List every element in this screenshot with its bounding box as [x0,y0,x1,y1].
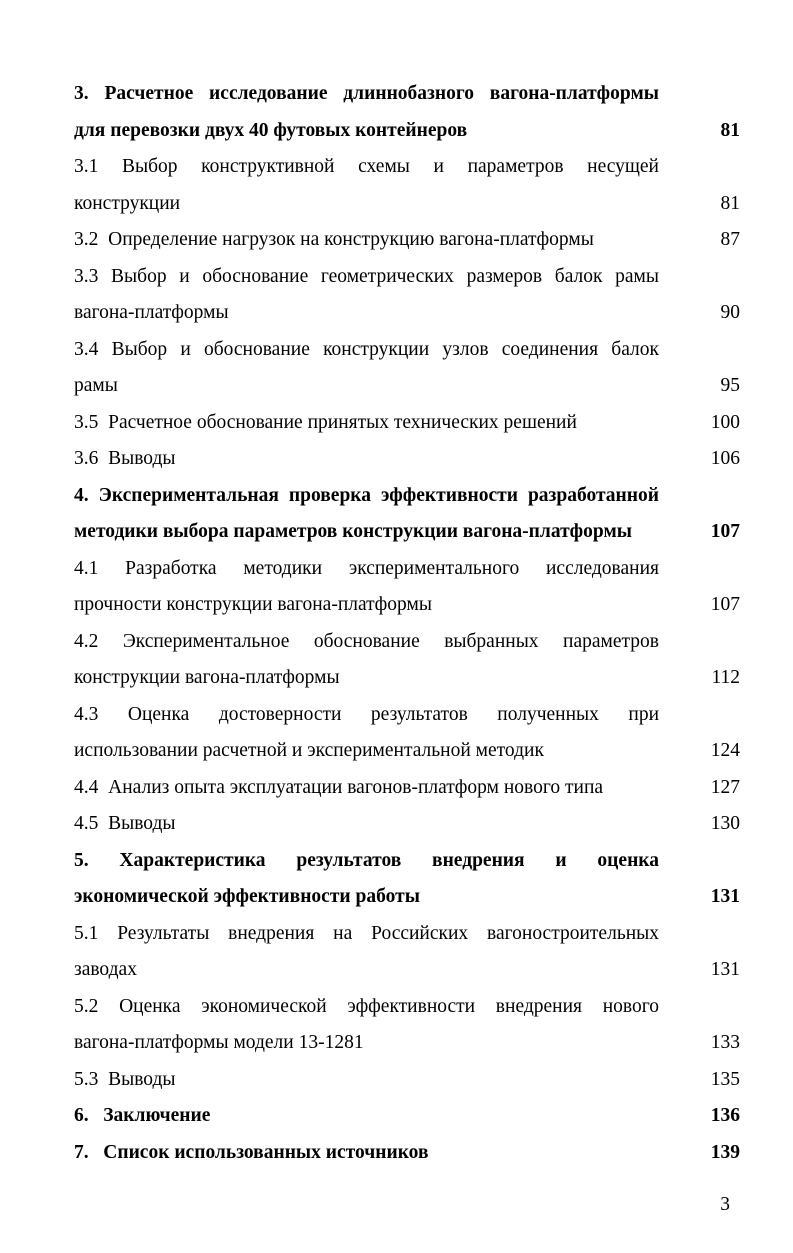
toc-page-number: 131 [710,959,740,980]
toc-page-number: 139 [710,1141,740,1163]
toc-entry-line: 4.5 Выводы [74,813,176,834]
toc-entry-line: 4. Экспериментальная проверка эффективности разработанной [74,484,659,506]
toc-page-number: 135 [710,1068,740,1090]
toc-entry-line: 3.6 Выводы [74,448,176,469]
toc-entry-line: 3. Расчетное исследование длиннобазного вагона-платформы [74,83,659,104]
toc-entry-line: вагона-платформы модели 13-1281 [74,1032,364,1053]
toc-entry-line: использовании расчетной и экспериментальной методик [74,740,544,761]
toc-entry-line: 6. Заключение [74,1105,211,1126]
toc-entry-line: 3.3 Выбор и обоснование геометрических размеров балок рамы [74,265,659,287]
toc-entry-line: методики выбора параметров конструкции вагона-платформы [74,521,632,542]
toc-page-number: 130 [710,813,740,834]
toc-page-number: 81 [720,192,740,214]
toc-entry-line: 3.4 Выбор и обоснование конструкции узлов соединения балок [74,338,659,360]
toc-page-number: 90 [720,302,740,323]
toc-page-number: 95 [720,375,740,396]
toc-page-number: 124 [710,740,740,761]
toc-entry-line: 5. Характеристика результатов внедрения и оценка [74,849,659,871]
toc-entry-line: 5.3 Выводы [74,1068,176,1090]
toc-page-number: 133 [710,1032,740,1053]
toc-entry-line: заводах [74,959,137,980]
toc-entry-line: 4.1 Разработка методики экспериментального исследования [74,557,659,579]
toc-entry-line: для перевозки двух 40 футовых контейнеров [74,119,468,141]
toc-entry-line: 4.2 Экспериментальное обоснование выбранных параметров [74,630,659,652]
toc-page-number: 81 [720,119,740,141]
toc-entry-line: 5.1 Результаты внедрения на Российских вагоностроительных [74,922,659,944]
toc-page-number: 136 [710,1105,740,1126]
toc-entry-line: 3.5 Расчетное обоснование принятых технических решений [74,411,577,433]
toc-page-number: 106 [710,448,740,469]
toc-page-number: 87 [720,229,740,250]
toc-entry-line: экономической эффективности работы [74,886,420,907]
toc-entry-line: вагона-платформы [74,302,229,323]
toc-page-number: 107 [710,521,740,542]
toc-entry-line: конструкции вагона-платформы [74,667,340,688]
toc-page-number: 131 [710,886,740,907]
toc-entry-line: конструкции [74,192,181,214]
toc-entry-line: 5.2 Оценка экономической эффективности внедрения нового [74,995,659,1017]
toc-entry-line: прочности конструкции вагона-платформы [74,594,432,615]
toc-page-number: 107 [710,594,740,615]
toc-entry-line: 4.3 Оценка достоверности результатов полученных при [74,703,659,725]
toc-entry-line: 4.4 Анализ опыта эксплуатации вагонов-платформ нового типа [74,776,604,798]
toc-entry-line: 7. Список использованных источников [74,1141,429,1163]
toc-page-number: 100 [710,411,740,433]
toc-page-number: 112 [711,667,740,688]
toc-page-number: 127 [710,776,740,798]
toc-entry-line: 3.1 Выбор конструктивной схемы и параметров несущей [74,156,659,177]
toc-entry-line: рамы [74,375,118,396]
page-number: 3 [720,1194,730,1215]
toc-entry-line: 3.2 Определение нагрузок на конструкцию вагона-платформы [74,229,594,250]
